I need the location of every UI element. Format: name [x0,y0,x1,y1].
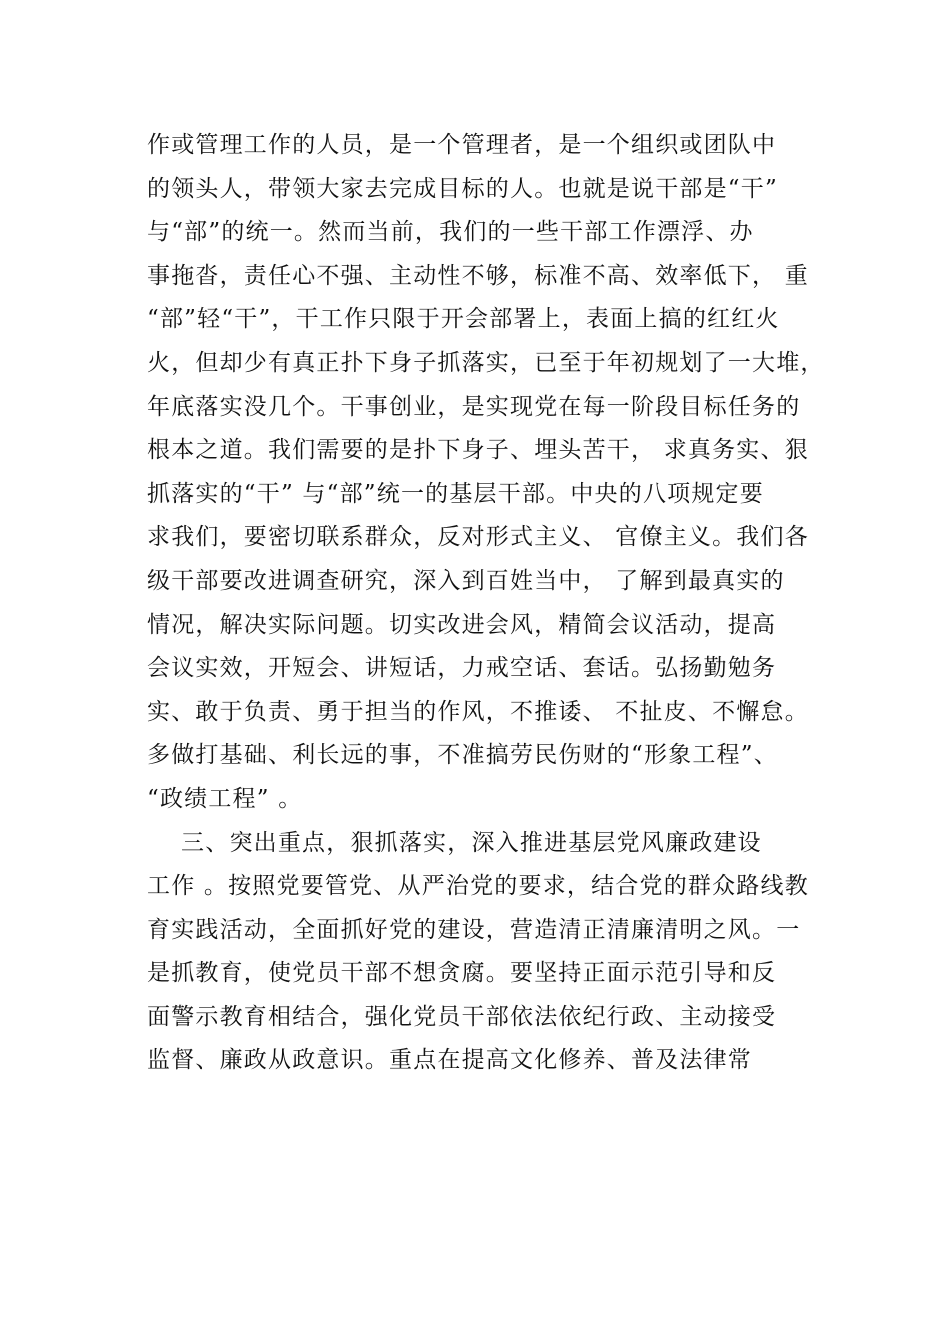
text-line: 抓落实的“干” 与“部”统一的基层干部。中央的八项规定要 [147,480,764,507]
text-line: 情况，解决实际问题。切实改进会风，精简会议活动，提高 [147,611,777,638]
text-line: 事拖沓，责任心不强、主动性不够，标准不高、效率低下， 重 [147,262,809,289]
text-line: 的领头人，带领大家去完成目标的人。也就是说干部是“干” [147,175,778,202]
text-line: 火，但却少有真正扑下身子抓落实，已至于年初规划了一大堆， [147,349,825,376]
text-line: “政绩工程” 。 [147,785,303,812]
text-line: 与“部”的统一。然而当前，我们的一些干部工作漂浮、办 [147,219,754,246]
text-line: “部”轻“干”，干工作只限于开会部署上，表面上搞的红红火 [147,306,780,333]
text-line: 作或管理工作的人员，是一个管理者，是一个组织或团队中 [147,132,777,158]
text-line: 育实践活动，全面抓好党的建设，营造清正清廉清明之风。一 [147,916,801,943]
text-line: 根本之道。我们需要的是扑下身子、埋头苦干， 求真务实、狠 [147,437,809,464]
text-line: 监督、廉政从政意识。重点在提高文化修养、普及法律常 [147,1047,752,1074]
text-line: 级干部要改进调查研究，深入到百姓当中， 了解到最真实的 [147,567,785,594]
text-line: 年底落实没几个。干事创业，是实现党在每一阶段目标任务的 [147,393,801,420]
text-line: 工作 。按照党要管党、从严治党的要求，结合党的群众路线教 [147,873,809,900]
section-heading-line: 三、突出重点，狠抓落实，深入推进基层党风廉政建设 [147,829,762,856]
text-line: 实、敢于负责、勇于担当的作风，不推诿、 不扯皮、不懈怠。 [147,698,809,725]
document-body [147,124,847,1083]
text-line: 求我们，要密切联系群众，反对形式主义、 官僚主义。我们各 [147,524,809,551]
text-line: 会议实效，开短会、讲短话，力戒空话、套话。弘扬勤勉务 [147,655,777,682]
text-line: 是抓教育，使党员干部不想贪腐。要坚持正面示范引导和反 [147,960,777,987]
text-line: 面警示教育相结合，强化党员干部依法依纪行政、主动接受 [147,1003,777,1030]
text-line: 多做打基础、利长远的事，不准搞劳民伤财的“形象工程”、 [147,742,778,769]
